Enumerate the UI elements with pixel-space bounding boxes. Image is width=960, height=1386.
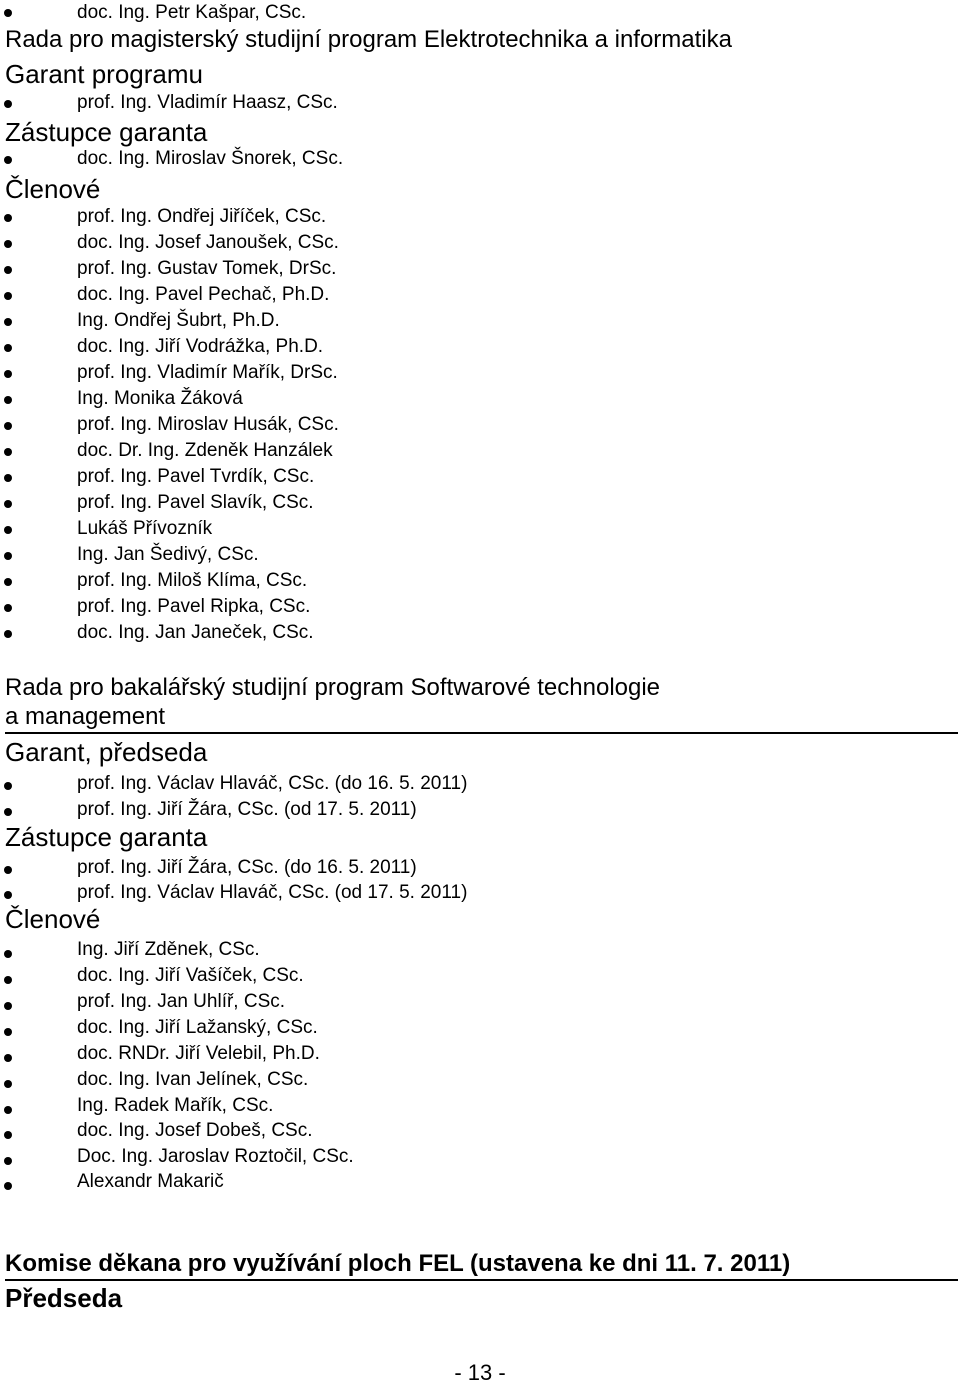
heading-zastupce: Zástupce garanta [5,117,208,147]
list-item: Ing. Radek Mařík, CSc. [77,1095,274,1116]
bullet-icon [4,318,12,326]
list-item: doc. Ing. Pavel Pechač, Ph.D. [77,284,330,305]
bullet-icon [4,344,12,352]
list-item: Doc. Ing. Jaroslav Roztočil, CSc. [77,1146,354,1167]
bullet-icon [4,9,12,17]
bullet-icon [4,1157,12,1165]
bullet-icon [4,950,12,958]
bullet-icon [4,782,12,790]
board-title-bachelor-cont: a management [5,703,166,730]
list-item: doc. Ing. Josef Dobeš, CSc. [77,1120,313,1141]
list-item: prof. Ing. Vladimír Haasz, CSc. [77,92,338,113]
bullet-icon [4,526,12,534]
list-item: prof. Ing. Jiří Žára, CSc. (od 17. 5. 2011) [77,799,417,820]
list-item: prof. Ing. Jan Uhlíř, CSc. [77,991,286,1012]
list-item: doc. RNDr. Jiří Velebil, Ph.D. [77,1043,320,1064]
bullet-icon [4,808,12,816]
board-title-bachelor: Rada pro bakalářský studijní program Softwarové technologie [5,674,661,701]
page-number: - 13 - [454,1360,506,1385]
list-item: doc. Ing. Jan Janeček, CSc. [77,622,314,643]
list-item: prof. Ing. Pavel Ripka, CSc. [77,596,311,617]
list-item: prof. Ing. Václav Hlaváč, CSc. (do 16. 5. 2011) [77,773,468,794]
list-item: doc. Ing. Petr Kašpar, CSc. [77,2,307,23]
heading-garant: Garant programu [5,59,203,89]
bullet-icon [4,1002,12,1010]
list-item: prof. Ing. Miloš Klíma, CSc. [77,570,308,591]
heading-clenove: Členové [5,174,101,204]
list-item: Ing. Jiří Zděnek, CSc. [77,939,260,960]
bullet-icon [4,474,12,482]
list-item: Alexandr Makarič [77,1171,224,1192]
list-item: doc. Ing. Miroslav Šnorek, CSc. [77,148,344,169]
bullet-icon [4,156,12,164]
bullet-icon [4,422,12,430]
list-item: Lukáš Přívozník [77,518,213,539]
bullet-icon [4,1054,12,1062]
bullet-icon [4,976,12,984]
bullet-icon [4,396,12,404]
bullet-icon [4,866,12,874]
bullet-icon [4,1106,12,1114]
list-item: prof. Ing. Jiří Žára, CSc. (do 16. 5. 2011) [77,857,417,878]
list-item: doc. Dr. Ing. Zdeněk Hanzálek [77,440,333,461]
list-item: Ing. Jan Šedivý, CSc. [77,544,259,565]
list-item: Ing. Ondřej Šubrt, Ph.D. [77,310,280,331]
section-divider [5,732,958,734]
bullet-icon [4,1131,12,1139]
bullet-icon [4,630,12,638]
bullet-icon [4,266,12,274]
bullet-icon [4,552,12,560]
list-item: prof. Ing. Vladimír Mařík, DrSc. [77,362,338,383]
heading-garant-predseda: Garant, předseda [5,737,208,767]
list-item: prof. Ing. Gustav Tomek, DrSc. [77,258,337,279]
list-item: doc. Ing. Josef Janoušek, CSc. [77,232,339,253]
list-item: doc. Ing. Jiří Vašíček, CSc. [77,965,304,986]
bullet-icon [4,292,12,300]
list-item: prof. Ing. Pavel Slavík, CSc. [77,492,314,513]
bullet-icon [4,500,12,508]
section-divider [5,1279,958,1281]
heading-clenove: Členové [5,904,101,934]
bullet-icon [4,891,12,899]
bullet-icon [4,1028,12,1036]
list-item: prof. Ing. Ondřej Jiříček, CSc. [77,206,327,227]
bullet-icon [4,100,12,108]
list-item: doc. Ing. Jiří Vodrážka, Ph.D. [77,336,324,357]
bullet-icon [4,240,12,248]
list-item: prof. Ing. Miroslav Husák, CSc. [77,414,339,435]
bullet-icon [4,604,12,612]
bullet-icon [4,448,12,456]
commission-title: Komise děkana pro využívání ploch FEL (ustavena ke dni 11. 7. 2011) [5,1250,791,1277]
list-item: doc. Ing. Jiří Lažanský, CSc. [77,1017,318,1038]
list-item: Ing. Monika Žáková [77,388,243,409]
heading-predseda: Předseda [5,1283,123,1313]
list-item: prof. Ing. Václav Hlaváč, CSc. (od 17. 5. 2011) [77,882,468,903]
bullet-icon [4,370,12,378]
board-title-master: Rada pro magisterský studijní program Elektrotechnika a informatika [5,26,732,53]
bullet-icon [4,578,12,586]
heading-zastupce: Zástupce garanta [5,822,208,852]
list-item: prof. Ing. Pavel Tvrdík, CSc. [77,466,315,487]
bullet-icon [4,214,12,222]
list-item: doc. Ing. Ivan Jelínek, CSc. [77,1069,309,1090]
bullet-icon [4,1182,12,1190]
bullet-icon [4,1080,12,1088]
